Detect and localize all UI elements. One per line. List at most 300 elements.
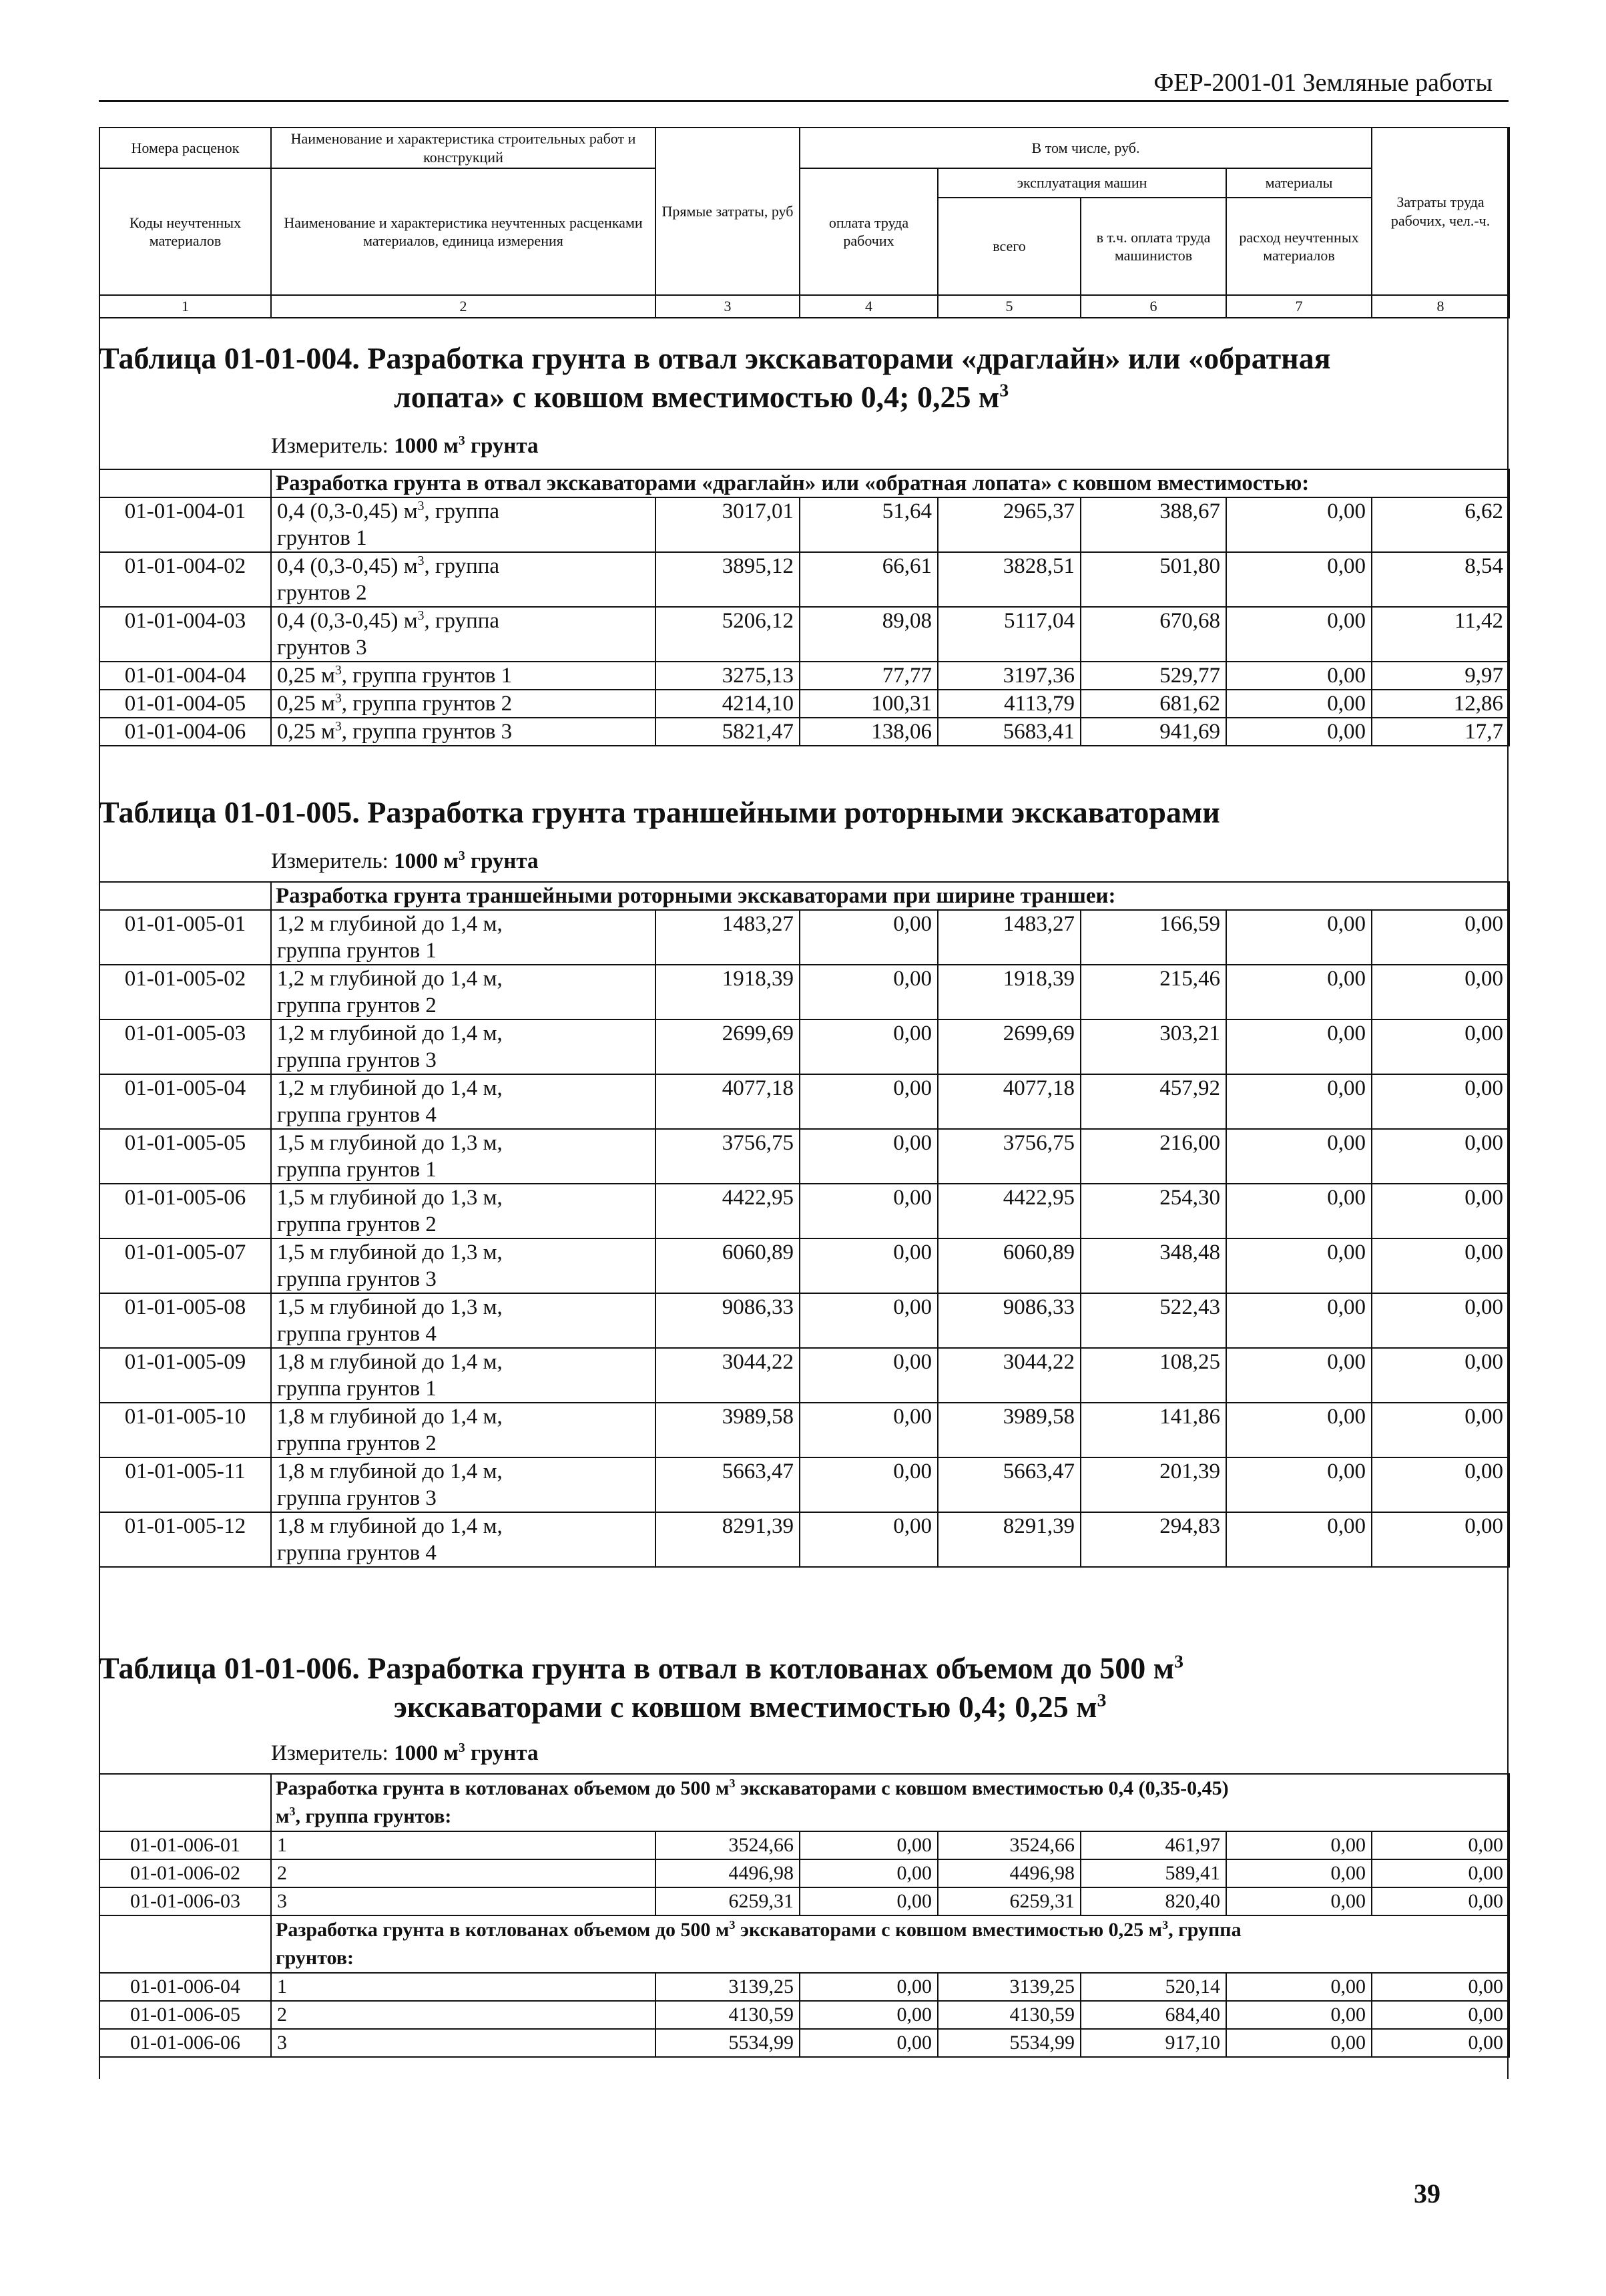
machinist-wages: 108,25 <box>1081 1348 1226 1403</box>
machinist-wages: 457,92 <box>1081 1074 1226 1129</box>
materials-cost: 0,00 <box>1226 497 1372 552</box>
subheading-part: экскаваторами с ковшом вместимостью 0,25 м <box>735 1919 1163 1941</box>
page-number: 39 <box>1414 2178 1440 2209</box>
machinist-wages: 820,40 <box>1081 1887 1226 1915</box>
header-col6: в т.ч. оплата труда машинистов <box>1081 198 1226 295</box>
labor-hours: 0,00 <box>1372 1512 1509 1567</box>
description-part: грунтов 2 <box>277 581 367 605</box>
column-number: 5 <box>938 295 1081 318</box>
labor-wages: 0,00 <box>800 1457 938 1512</box>
rate-code: 01-01-005-07 <box>99 1238 271 1293</box>
materials-cost: 0,00 <box>1226 1831 1372 1859</box>
description-part: , группа грунтов 1 <box>341 664 513 688</box>
labor-hours: 12,86 <box>1372 690 1509 718</box>
table-004-title-line1: Разработка грунта в отвал экскаваторами «драглайн» или «обратная <box>367 341 1331 375</box>
labor-wages: 77,77 <box>800 662 938 690</box>
table-row <box>99 690 1509 718</box>
machine-total: 5534,99 <box>938 2029 1081 2057</box>
machinist-wages: 141,86 <box>1081 1403 1226 1457</box>
machinist-wages: 166,59 <box>1081 910 1226 965</box>
labor-wages: 89,08 <box>800 607 938 662</box>
description-part: 1,2 м глубиной до 1,4 м, <box>277 912 503 936</box>
direct-costs: 3989,58 <box>655 1403 800 1457</box>
description-part: 0,25 м <box>277 692 335 716</box>
table-row <box>99 607 1509 662</box>
table-004-number: Таблица 01-01-004. <box>99 341 360 375</box>
direct-costs: 2699,69 <box>655 1019 800 1074</box>
labor-wages: 0,00 <box>800 1129 938 1184</box>
materials-cost: 0,00 <box>1226 1293 1372 1348</box>
direct-costs: 5534,99 <box>655 2029 800 2057</box>
materials-cost: 0,00 <box>1226 552 1372 607</box>
machinist-wages: 941,69 <box>1081 718 1226 746</box>
table-006-measure <box>271 1741 539 1766</box>
direct-costs: 4496,98 <box>655 1859 800 1887</box>
materials-cost: 0,00 <box>1226 718 1372 746</box>
table-row <box>99 552 1509 607</box>
rate-description <box>271 1129 655 1184</box>
direct-costs: 4422,95 <box>655 1184 800 1238</box>
rate-description <box>271 1403 655 1457</box>
machine-total: 5683,41 <box>938 718 1081 746</box>
direct-costs: 5206,12 <box>655 607 800 662</box>
machinist-wages: 201,39 <box>1081 1457 1226 1512</box>
description-part: , группа <box>424 499 500 523</box>
description-part: 1,8 м глубиной до 1,4 м, <box>277 1405 503 1429</box>
table-row <box>99 2029 1509 2057</box>
table-row <box>99 1973 1509 2001</box>
table-row <box>99 910 1509 965</box>
machine-total: 3044,22 <box>938 1348 1081 1403</box>
labor-hours: 9,97 <box>1372 662 1509 690</box>
rate-description <box>271 910 655 965</box>
machinist-wages: 529,77 <box>1081 662 1226 690</box>
table-row <box>99 497 1509 552</box>
superscript: 3 <box>1174 1650 1183 1672</box>
rate-code: 01-01-006-05 <box>99 2001 271 2029</box>
table-row <box>99 1457 1509 1512</box>
labor-hours: 0,00 <box>1372 965 1509 1019</box>
rate-description <box>271 1184 655 1238</box>
labor-hours: 17,7 <box>1372 718 1509 746</box>
machine-total: 5663,47 <box>938 1457 1081 1512</box>
rate-code: 01-01-005-09 <box>99 1348 271 1403</box>
labor-wages: 0,00 <box>800 1512 938 1567</box>
labor-hours: 0,00 <box>1372 2001 1509 2029</box>
materials-cost: 0,00 <box>1226 1348 1372 1403</box>
description-part: группа грунтов 2 <box>277 1431 437 1455</box>
machine-total: 3197,36 <box>938 662 1081 690</box>
labor-wages: 100,31 <box>800 690 938 718</box>
superscript: 3 <box>729 1918 736 1931</box>
labor-wages: 0,00 <box>800 1238 938 1293</box>
rate-description: 1 <box>271 1831 655 1859</box>
column-number: 4 <box>800 295 938 318</box>
superscript: 3 <box>417 499 425 513</box>
superscript: 3 <box>289 1805 296 1818</box>
rate-code: 01-01-006-03 <box>99 1887 271 1915</box>
table-004-title-line2: лопата» с ковшом вместимостью 0,4; 0,25 м <box>394 380 1000 414</box>
subheading-part: , группа грунтов: <box>295 1805 452 1827</box>
materials-cost: 0,00 <box>1226 1184 1372 1238</box>
description-part: 1,2 м глубиной до 1,4 м, <box>277 967 503 991</box>
machinist-wages: 215,46 <box>1081 965 1226 1019</box>
labor-hours: 0,00 <box>1372 1348 1509 1403</box>
direct-costs: 5663,47 <box>655 1457 800 1512</box>
rate-code: 01-01-005-06 <box>99 1184 271 1238</box>
description-part: грунтов 1 <box>277 526 367 550</box>
superscript: 3 <box>458 849 465 863</box>
direct-costs: 3139,25 <box>655 1973 800 2001</box>
description-part: 0,4 (0,3-0,45) м <box>277 554 418 578</box>
rate-description <box>271 1238 655 1293</box>
description-part: группа грунтов 4 <box>277 1103 437 1127</box>
table-006-title-line1: Разработка грунта в отвал в котлованах объемом до 500 м <box>367 1651 1175 1685</box>
direct-costs: 4214,10 <box>655 690 800 718</box>
direct-costs: 8291,39 <box>655 1512 800 1567</box>
rate-description <box>271 965 655 1019</box>
rate-code: 01-01-005-08 <box>99 1293 271 1348</box>
superscript: 3 <box>417 608 425 623</box>
table-row <box>99 1129 1509 1184</box>
measure-unit: грунта <box>465 434 539 458</box>
machinist-wages: 520,14 <box>1081 1973 1226 2001</box>
labor-wages: 0,00 <box>800 1019 938 1074</box>
column-number: 3 <box>655 295 800 318</box>
description-part: 0,25 м <box>277 664 335 688</box>
machinist-wages: 681,62 <box>1081 690 1226 718</box>
direct-costs: 9086,33 <box>655 1293 800 1348</box>
labor-wages: 0,00 <box>800 1184 938 1238</box>
labor-hours: 0,00 <box>1372 1184 1509 1238</box>
labor-wages: 0,00 <box>800 1973 938 2001</box>
machinist-wages: 388,67 <box>1081 497 1226 552</box>
direct-costs: 3044,22 <box>655 1348 800 1403</box>
direct-costs: 6259,31 <box>655 1887 800 1915</box>
rate-code: 01-01-005-12 <box>99 1512 271 1567</box>
materials-cost: 0,00 <box>1226 2029 1372 2057</box>
table-row <box>99 1887 1509 1915</box>
description-part: , группа грунтов 3 <box>341 720 513 744</box>
measure-unit: грунта <box>465 1741 539 1765</box>
materials-cost: 0,00 <box>1226 1074 1372 1129</box>
rate-code: 01-01-005-11 <box>99 1457 271 1512</box>
table-row <box>99 662 1509 690</box>
machinist-wages: 917,10 <box>1081 2029 1226 2057</box>
rate-code: 01-01-004-04 <box>99 662 271 690</box>
direct-costs: 3275,13 <box>655 662 800 690</box>
rate-description <box>271 552 655 607</box>
materials-cost: 0,00 <box>1226 690 1372 718</box>
column-number: 6 <box>1081 295 1226 318</box>
machine-total: 9086,33 <box>938 1293 1081 1348</box>
description-part: 1,8 м глубиной до 1,4 м, <box>277 1350 503 1374</box>
table-row <box>99 1512 1509 1567</box>
description-part: 0,4 (0,3-0,45) м <box>277 499 418 523</box>
description-part: 0,25 м <box>277 720 335 744</box>
direct-costs: 3017,01 <box>655 497 800 552</box>
table-row <box>99 1074 1509 1129</box>
machinist-wages: 461,97 <box>1081 1831 1226 1859</box>
header-rule <box>99 100 1509 102</box>
machine-total: 3989,58 <box>938 1403 1081 1457</box>
labor-hours: 0,00 <box>1372 910 1509 965</box>
direct-costs: 3756,75 <box>655 1129 800 1184</box>
rate-code: 01-01-006-01 <box>99 1831 271 1859</box>
rate-code: 01-01-006-02 <box>99 1859 271 1887</box>
subheading-part: грунтов: <box>276 1947 354 1969</box>
header-in-total: В том числе, руб. <box>800 128 1372 168</box>
labor-wages: 138,06 <box>800 718 938 746</box>
labor-hours: 0,00 <box>1372 1831 1509 1859</box>
rate-code: 01-01-005-04 <box>99 1074 271 1129</box>
table-004-measure <box>271 434 539 459</box>
superscript: 3 <box>334 691 342 706</box>
labor-wages: 0,00 <box>800 965 938 1019</box>
superscript: 3 <box>1097 1689 1107 1710</box>
table-006-title-line2: экскаваторами с ковшом вместимостью 0,4; 0,25 м <box>394 1690 1097 1724</box>
superscript: 3 <box>458 433 465 448</box>
labor-hours: 6,62 <box>1372 497 1509 552</box>
table-004 <box>99 469 1510 746</box>
rate-code: 01-01-006-06 <box>99 2029 271 2057</box>
table-006-title <box>99 1649 1183 1727</box>
labor-wages: 0,00 <box>800 1348 938 1403</box>
rate-description <box>271 1512 655 1567</box>
superscript: 3 <box>334 719 342 734</box>
materials-cost: 0,00 <box>1226 662 1372 690</box>
header-col4: оплата труда рабочих <box>800 168 938 295</box>
labor-hours: 11,42 <box>1372 607 1509 662</box>
machine-total: 6259,31 <box>938 1887 1081 1915</box>
description-part: группа грунтов 3 <box>277 1486 437 1510</box>
materials-cost: 0,00 <box>1226 1859 1372 1887</box>
materials-cost: 0,00 <box>1226 910 1372 965</box>
direct-costs: 1918,39 <box>655 965 800 1019</box>
machine-total: 2699,69 <box>938 1019 1081 1074</box>
table-006 <box>99 1773 1510 2058</box>
blank-cell <box>99 1774 271 1831</box>
header-machines: эксплуатация машин <box>938 168 1226 198</box>
table-005-title-line1: Разработка грунта траншейными роторными экскаваторами <box>367 795 1220 829</box>
page-header: ФЕР-2001-01 Земляные работы <box>1153 69 1493 97</box>
rate-code: 01-01-005-05 <box>99 1129 271 1184</box>
table-row <box>99 1019 1509 1074</box>
table-005-title <box>99 793 1220 832</box>
rate-description <box>271 607 655 662</box>
header-col5: всего <box>938 198 1081 295</box>
column-number: 8 <box>1372 295 1509 318</box>
rate-code: 01-01-005-10 <box>99 1403 271 1457</box>
machine-total: 4496,98 <box>938 1859 1081 1887</box>
table-row <box>99 1293 1509 1348</box>
rate-description <box>271 1293 655 1348</box>
header-materials: материалы <box>1226 168 1372 198</box>
machine-total: 4422,95 <box>938 1184 1081 1238</box>
table-006-subheading-a <box>271 1774 1509 1831</box>
description-part: 1,5 м глубиной до 1,3 м, <box>277 1295 503 1319</box>
measure-label: Измеритель: <box>271 434 388 458</box>
materials-cost: 0,00 <box>1226 1973 1372 2001</box>
labor-wages: 0,00 <box>800 1074 938 1129</box>
labor-hours: 0,00 <box>1372 1859 1509 1887</box>
machine-total: 6060,89 <box>938 1238 1081 1293</box>
table-005 <box>99 881 1510 1568</box>
machine-total: 4077,18 <box>938 1074 1081 1129</box>
rate-description <box>271 718 655 746</box>
labor-hours: 0,00 <box>1372 1129 1509 1184</box>
labor-hours: 0,00 <box>1372 1403 1509 1457</box>
table-004-subheading-row <box>99 469 1509 497</box>
labor-wages: 0,00 <box>800 1887 938 1915</box>
column-number: 1 <box>99 295 271 318</box>
rate-code: 01-01-004-02 <box>99 552 271 607</box>
table-004-title <box>99 339 1331 417</box>
header-col2-top: Наименование и характеристика строительных работ и конструкций <box>271 128 655 168</box>
rate-description <box>271 662 655 690</box>
table-005-measure <box>271 849 539 874</box>
machinist-wages: 670,68 <box>1081 607 1226 662</box>
table-row <box>99 1348 1509 1403</box>
table-006-subheading-row-b <box>99 1915 1509 1973</box>
superscript: 3 <box>334 663 342 678</box>
measure-value: 1000 м <box>394 434 459 458</box>
column-number: 2 <box>271 295 655 318</box>
table-row <box>99 2001 1509 2029</box>
machine-total: 4130,59 <box>938 2001 1081 2029</box>
table-005-subheading: Разработка грунта траншейными роторными экскаваторами при ширине траншеи: <box>271 882 1509 910</box>
description-part: 1,2 м глубиной до 1,4 м, <box>277 1076 503 1100</box>
direct-costs: 3895,12 <box>655 552 800 607</box>
machine-total: 5117,04 <box>938 607 1081 662</box>
rate-description: 2 <box>271 1859 655 1887</box>
rate-description: 2 <box>271 2001 655 2029</box>
labor-hours: 0,00 <box>1372 1457 1509 1512</box>
machine-total: 8291,39 <box>938 1512 1081 1567</box>
machinist-wages: 522,43 <box>1081 1293 1226 1348</box>
table-005-number: Таблица 01-01-005. <box>99 795 360 829</box>
description-part: грунтов 3 <box>277 636 367 660</box>
materials-cost: 0,00 <box>1226 2001 1372 2029</box>
labor-wages: 0,00 <box>800 910 938 965</box>
description-part: группа грунтов 4 <box>277 1322 437 1346</box>
description-part: группа грунтов 1 <box>277 939 437 963</box>
description-part: 0,4 (0,3-0,45) м <box>277 609 418 633</box>
header-col1-top: Номера расценок <box>99 128 271 168</box>
machine-total: 1918,39 <box>938 965 1081 1019</box>
rate-description <box>271 1457 655 1512</box>
labor-wages: 0,00 <box>800 1293 938 1348</box>
materials-cost: 0,00 <box>1226 1238 1372 1293</box>
description-part: группа грунтов 3 <box>277 1267 437 1291</box>
machinist-wages: 684,40 <box>1081 2001 1226 2029</box>
machine-total: 1483,27 <box>938 910 1081 965</box>
superscript: 3 <box>417 553 425 568</box>
machine-total: 4113,79 <box>938 690 1081 718</box>
measure-unit: грунта <box>465 849 539 873</box>
description-part: группа грунтов 1 <box>277 1158 437 1182</box>
header-col2-bottom: Наименование и характеристика неучтенных расценками материалов, единица измерения <box>271 168 655 295</box>
rate-description <box>271 690 655 718</box>
labor-wages: 0,00 <box>800 2029 938 2057</box>
table-row <box>99 1403 1509 1457</box>
rate-code: 01-01-006-04 <box>99 1973 271 2001</box>
table-row <box>99 1184 1509 1238</box>
measure-label: Измеритель: <box>271 1741 388 1765</box>
subheading-part: Разработка грунта в котлованах объемом до 500 м <box>276 1777 730 1799</box>
measure-value: 1000 м <box>394 1741 459 1765</box>
description-part: группа грунтов 2 <box>277 1212 437 1236</box>
subheading-part: Разработка грунта в котлованах объемом до 500 м <box>276 1919 730 1941</box>
rate-description: 3 <box>271 1887 655 1915</box>
rate-description: 3 <box>271 2029 655 2057</box>
header-col8: Затраты труда рабочих, чел.-ч. <box>1372 128 1509 295</box>
rate-description <box>271 1348 655 1403</box>
description-part: 1,8 м глубиной до 1,4 м, <box>277 1514 503 1538</box>
table-row <box>99 1859 1509 1887</box>
direct-costs: 4077,18 <box>655 1074 800 1129</box>
rate-description <box>271 1074 655 1129</box>
labor-hours: 0,00 <box>1372 1293 1509 1348</box>
machinist-wages: 294,83 <box>1081 1512 1226 1567</box>
rate-description: 1 <box>271 1973 655 2001</box>
labor-hours: 8,54 <box>1372 552 1509 607</box>
materials-cost: 0,00 <box>1226 965 1372 1019</box>
machine-total: 3828,51 <box>938 552 1081 607</box>
labor-hours: 0,00 <box>1372 1074 1509 1129</box>
description-part: группа грунтов 3 <box>277 1048 437 1072</box>
subheading-part: , группа <box>1168 1919 1242 1941</box>
labor-hours: 0,00 <box>1372 1887 1509 1915</box>
table-row <box>99 1831 1509 1859</box>
rate-description <box>271 1019 655 1074</box>
direct-costs: 4130,59 <box>655 2001 800 2029</box>
header-col3: Прямые затраты, руб <box>655 128 800 295</box>
rate-code: 01-01-005-02 <box>99 965 271 1019</box>
materials-cost: 0,00 <box>1226 607 1372 662</box>
description-part: группа грунтов 1 <box>277 1377 437 1401</box>
labor-wages: 0,00 <box>800 1859 938 1887</box>
machine-total: 3524,66 <box>938 1831 1081 1859</box>
table-006-subheading-b <box>271 1915 1509 1973</box>
description-part: 1,5 м глубиной до 1,3 м, <box>277 1131 503 1155</box>
labor-hours: 0,00 <box>1372 1019 1509 1074</box>
labor-hours: 0,00 <box>1372 1973 1509 2001</box>
labor-wages: 0,00 <box>800 2001 938 2029</box>
rate-code: 01-01-005-01 <box>99 910 271 965</box>
labor-hours: 0,00 <box>1372 2029 1509 2057</box>
table-row <box>99 965 1509 1019</box>
direct-costs: 5821,47 <box>655 718 800 746</box>
labor-wages: 0,00 <box>800 1831 938 1859</box>
materials-cost: 0,00 <box>1226 1019 1372 1074</box>
materials-cost: 0,00 <box>1226 1403 1372 1457</box>
superscript: 3 <box>1162 1918 1169 1931</box>
subheading-part: м <box>276 1805 290 1827</box>
labor-wages: 51,64 <box>800 497 938 552</box>
materials-cost: 0,00 <box>1226 1129 1372 1184</box>
description-part: группа грунтов 4 <box>277 1541 437 1565</box>
description-part: 1,5 м глубиной до 1,3 м, <box>277 1186 503 1210</box>
labor-wages: 0,00 <box>800 1403 938 1457</box>
column-number-row <box>99 295 1509 318</box>
rate-description <box>271 497 655 552</box>
description-part: , группа <box>424 554 500 578</box>
rate-code: 01-01-004-06 <box>99 718 271 746</box>
column-number: 7 <box>1226 295 1372 318</box>
header-col7: расход неучтенных материалов <box>1226 198 1372 295</box>
superscript: 3 <box>458 1741 465 1755</box>
